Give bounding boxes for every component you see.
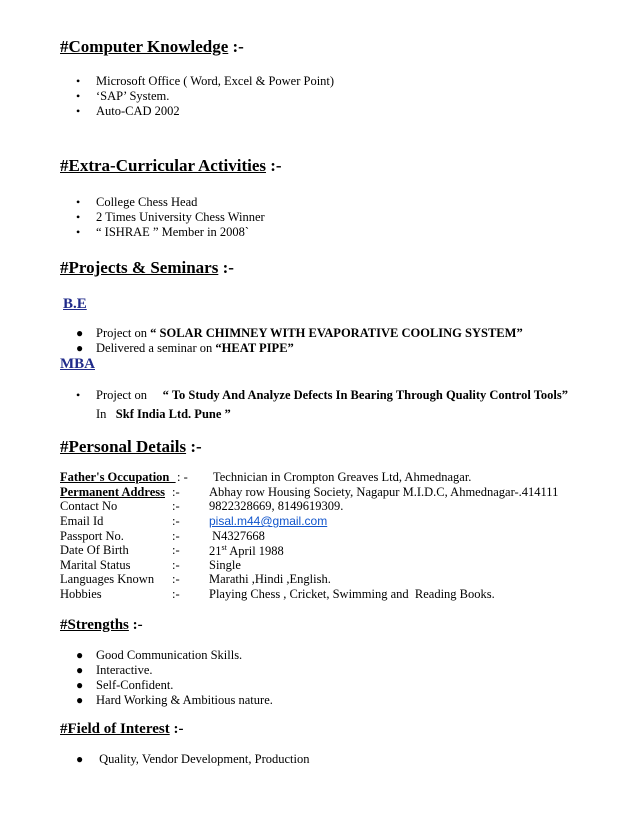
list-item-text: Project on bbox=[96, 388, 163, 402]
bullet-icon: • bbox=[76, 388, 81, 402]
personal-row-languages bbox=[60, 572, 580, 587]
list-item bbox=[0, 210, 265, 225]
bullet-icon: ● bbox=[76, 341, 84, 355]
dob-day-suffix: st bbox=[221, 543, 227, 552]
bullet-icon: ● bbox=[76, 752, 84, 766]
personal-row-key: Passport No. bbox=[60, 529, 124, 543]
personal-row-sep: : - bbox=[177, 470, 188, 484]
personal-details-title: #Personal Details bbox=[60, 437, 187, 456]
personal-row-key: Contact No bbox=[60, 499, 118, 513]
strengths-list bbox=[0, 648, 273, 708]
heading-suffix: :- bbox=[169, 721, 184, 737]
list-item-text: Microsoft Office ( Word, Excel & Power Point) bbox=[96, 74, 335, 88]
bullet-icon: • bbox=[76, 89, 81, 103]
extra-curricular-heading bbox=[60, 156, 282, 176]
heading-suffix: :- bbox=[228, 37, 244, 56]
personal-row-key: Languages Known bbox=[60, 572, 155, 586]
personal-row-key: Hobbies bbox=[60, 587, 102, 601]
personal-row-value: Technician in Crompton Greaves Ltd, Ahmednagar. bbox=[213, 470, 472, 484]
dob-day: 21 bbox=[209, 544, 222, 559]
strengths-title: #Strengths bbox=[60, 617, 129, 633]
bullet-icon: • bbox=[76, 104, 81, 118]
personal-row-sep: :- bbox=[172, 587, 180, 601]
projects-heading bbox=[60, 258, 234, 278]
personal-row-key: Father's Occupation bbox=[60, 470, 176, 484]
list-item-text: 2 Times University Chess Winner bbox=[96, 210, 265, 224]
personal-row-sep: :- bbox=[172, 529, 180, 543]
list-item bbox=[0, 195, 265, 210]
be-projects-list bbox=[0, 326, 523, 356]
list-item-text: Hard Working & Ambitious nature. bbox=[96, 693, 273, 707]
personal-row-dob bbox=[60, 543, 580, 558]
bullet-icon: • bbox=[76, 210, 81, 224]
personal-row-value: Abhay row Housing Society, Nagapur M.I.D.C, Ahmednagar-.414111 bbox=[209, 485, 559, 499]
personal-row-sep: :- bbox=[172, 514, 180, 528]
personal-row-key: Marital Status bbox=[60, 558, 131, 572]
bullet-icon: ● bbox=[76, 648, 84, 662]
field-of-interest-title: #Field of Interest bbox=[60, 721, 170, 737]
bullet-icon: ● bbox=[76, 678, 84, 692]
heading-suffix: :- bbox=[128, 617, 143, 633]
email-link[interactable]: pisal.m44@gmail.com bbox=[209, 514, 328, 528]
personal-row-value bbox=[209, 543, 284, 559]
list-item-text: Good Communication Skills. bbox=[96, 648, 243, 662]
field-of-interest-heading bbox=[60, 721, 183, 738]
continuation-text: In bbox=[96, 407, 116, 421]
bullet-icon: • bbox=[76, 195, 81, 209]
dob-month-year: April 1988 bbox=[226, 544, 284, 559]
list-item-text: Self-Confident. bbox=[96, 678, 174, 692]
list-item-text: Quality, Vendor Development, Production bbox=[96, 752, 310, 766]
list-item-bold-text: “HEAT PIPE” bbox=[215, 341, 294, 355]
list-item bbox=[0, 693, 273, 708]
personal-row-key: Date Of Birth bbox=[60, 543, 129, 557]
list-item bbox=[0, 752, 310, 767]
extra-curricular-title: #Extra-Curricular Activities bbox=[60, 156, 267, 175]
personal-row-passport bbox=[60, 529, 580, 544]
bullet-icon: ● bbox=[76, 663, 84, 677]
list-item-text: Project on bbox=[96, 326, 151, 340]
computer-knowledge-title: #Computer Knowledge bbox=[60, 37, 229, 56]
personal-row-sep: :- bbox=[172, 485, 180, 499]
personal-row-key: Email Id bbox=[60, 514, 104, 528]
mba-subheading: MBA bbox=[60, 356, 95, 372]
computer-knowledge-heading bbox=[60, 37, 244, 57]
mba-projects-list bbox=[0, 388, 568, 403]
computer-knowledge-list bbox=[0, 74, 334, 119]
list-item bbox=[0, 648, 273, 663]
list-item-bold-text: “ To Study And Analyze Defects In Bearing Through Quality Control Tools” bbox=[162, 388, 568, 402]
personal-row-value: 9822328669, 8149619309. bbox=[209, 499, 344, 513]
list-item-text: Interactive. bbox=[96, 663, 153, 677]
list-item bbox=[0, 104, 334, 119]
list-item-text: ‘SAP’ System. bbox=[96, 89, 170, 103]
projects-title: #Projects & Seminars bbox=[60, 258, 219, 277]
personal-details-heading bbox=[60, 437, 202, 457]
bullet-icon: • bbox=[76, 225, 81, 239]
list-item bbox=[0, 341, 523, 356]
heading-suffix: :- bbox=[218, 258, 234, 277]
list-item bbox=[0, 89, 334, 104]
list-item-text: College Chess Head bbox=[96, 195, 198, 209]
personal-row-key: Permanent Address bbox=[60, 485, 165, 499]
personal-row-value: Marathi ,Hindi ,English. bbox=[209, 572, 331, 586]
extra-curricular-list bbox=[0, 195, 265, 240]
list-item-text: Auto-CAD 2002 bbox=[96, 104, 180, 118]
personal-row-value: N4327668 bbox=[209, 529, 265, 543]
bullet-icon: • bbox=[76, 74, 81, 88]
list-item bbox=[0, 663, 273, 678]
personal-row-value: Single bbox=[209, 558, 241, 572]
heading-suffix: :- bbox=[186, 437, 202, 456]
list-item bbox=[0, 678, 273, 693]
personal-row-permanent-address bbox=[60, 485, 580, 500]
list-item-text: Delivered a seminar on bbox=[96, 341, 216, 355]
list-item bbox=[0, 225, 265, 240]
be-subheading: B.E bbox=[63, 296, 87, 312]
field-of-interest-list bbox=[0, 752, 310, 767]
personal-row-sep: :- bbox=[172, 543, 180, 557]
bullet-icon: ● bbox=[76, 693, 84, 707]
personal-row-sep: :- bbox=[172, 558, 180, 572]
personal-row-hobbies bbox=[60, 587, 580, 602]
list-item bbox=[0, 388, 568, 403]
strengths-heading bbox=[60, 617, 143, 634]
personal-row-father-occupation bbox=[60, 470, 580, 485]
personal-row-contact bbox=[60, 499, 580, 514]
mba-project-continuation bbox=[96, 407, 231, 422]
list-item-text: “ ISHRAE ” Member in 2008` bbox=[96, 225, 250, 239]
personal-row-sep: :- bbox=[172, 499, 180, 513]
personal-row-sep: :- bbox=[172, 572, 180, 586]
list-item-bold-text: “ SOLAR CHIMNEY WITH EVAPORATIVE COOLING SYSTEM” bbox=[150, 326, 523, 340]
bullet-icon: ● bbox=[76, 326, 84, 340]
personal-row-marital-status bbox=[60, 558, 580, 573]
list-item bbox=[0, 326, 523, 341]
personal-row-email bbox=[60, 514, 580, 529]
continuation-bold-text: Skf India Ltd. Pune ” bbox=[115, 407, 231, 421]
list-item bbox=[0, 74, 334, 89]
personal-row-value: Playing Chess , Cricket, Swimming and Reading Books. bbox=[209, 587, 495, 601]
heading-suffix: :- bbox=[266, 156, 282, 175]
